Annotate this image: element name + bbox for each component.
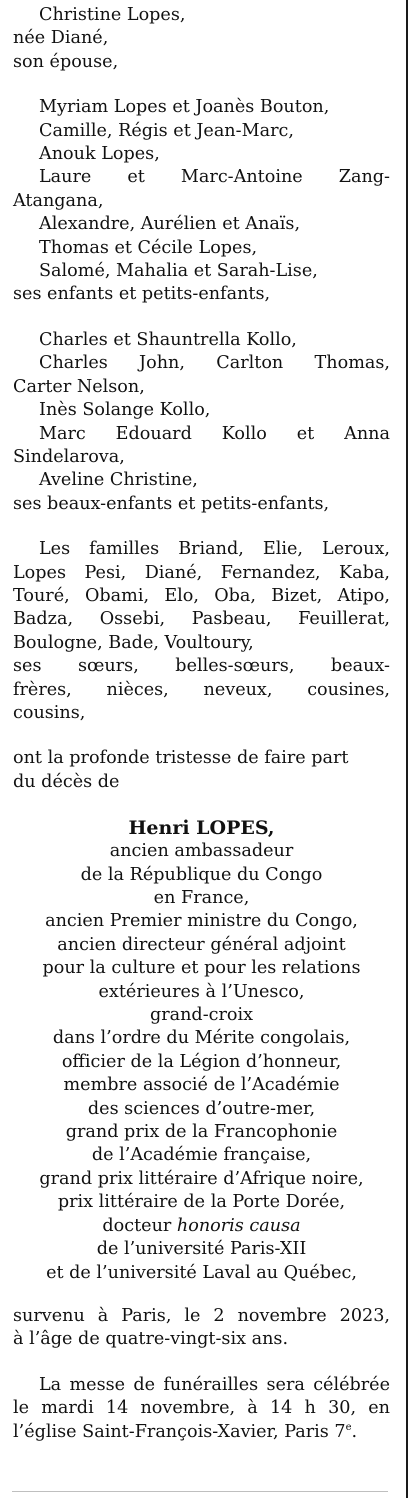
child-entry: Alexandre, Aurélien et Anaïs, [39, 214, 301, 235]
deceased-name: Henri LOPES, [128, 817, 275, 840]
stepchildren-block [13, 329, 390, 516]
death-block [13, 1305, 390, 1352]
deceased-title: extérieures à l’Unesco, [98, 981, 305, 1002]
deceased-title: grand-croix [149, 1005, 254, 1026]
death-line: survenu à Paris, le 2 novembre 2023, [13, 1305, 390, 1326]
deceased-title: membre associé de l’Académie [63, 1075, 340, 1096]
families-line: Badza, Ossebi, Pasbeau, Feuillerat, [13, 609, 390, 630]
funeral-block [13, 1374, 390, 1444]
deceased-title: grand prix littéraire d’Afrique noire, [39, 1168, 364, 1189]
bottom-rule [12, 1491, 388, 1492]
deceased-title: des sciences d’outre-mer, [87, 1098, 316, 1119]
families-line: Touré, Obami, Elo, Oba, Bizet, Atipo, [13, 585, 390, 606]
deceased-title: officier de la Légion d’honneur, [61, 1051, 342, 1072]
deceased-title: ancien Premier ministre du Congo, [45, 911, 358, 932]
announcement-line: ont la profonde tristesse de faire part [13, 748, 349, 769]
deceased-title: de l’université Paris-XII [96, 1239, 307, 1260]
families-relation-line: ses sœurs, belles-sœurs, beaux- [13, 656, 390, 677]
doctor-prefix: docteur [102, 1215, 177, 1236]
deceased-title: ancien ambassadeur [109, 841, 294, 862]
stepchildren-relation: ses beaux-enfants et petits-enfants, [13, 493, 330, 514]
child-entry: Camille, Régis et Jean-Marc, [39, 120, 294, 141]
deceased-title: de la République du Congo [80, 864, 323, 885]
stepchild-entry: Marc Edouard Kollo et Anna [39, 423, 390, 444]
families-line: Lopes Pesi, Diané, Fernandez, Kaba, [13, 562, 390, 583]
column-rule [406, 0, 408, 1498]
stepchild-entry: Aveline Christine, [39, 470, 198, 491]
deceased-title-doctor [13, 1215, 390, 1238]
stepchild-entry-cont: Carter Nelson, [13, 376, 145, 397]
children-block [13, 96, 390, 307]
funeral-paragraph [13, 1374, 390, 1444]
obituary-notice [13, 4, 390, 1466]
stepchild-entry: Inès Solange Kollo, [39, 400, 211, 421]
announcement-block [13, 747, 390, 794]
spouse-relation: son épouse, [13, 51, 119, 72]
announcement-line: du décès de [13, 771, 120, 792]
deceased-title: ancien directeur général adjoint [57, 934, 346, 955]
families-relation-line: cousins, [13, 702, 86, 723]
families-line: Boulogne, Bade, Voultoury, [13, 632, 254, 653]
deceased-title: prix littéraire de la Porte Dorée, [57, 1192, 346, 1213]
arrondissement-superscript: e [345, 1421, 352, 1433]
deceased-title: dans l’ordre du Mérite congolais, [52, 1028, 351, 1049]
child-entry: Myriam Lopes et Joanès Bouton, [39, 97, 330, 118]
children-relation: ses enfants et petits-enfants, [13, 284, 271, 305]
deceased-title: et de l’université Laval au Québec, [46, 1262, 357, 1283]
deceased-title: de l’Académie française, [91, 1145, 312, 1166]
spouse-maiden-name: née Diané, [13, 28, 109, 49]
death-line: à l’âge de quatre-vingt-six ans. [13, 1329, 289, 1350]
funeral-text: La messe de funérailles sera célébrée le mardi 14 novembre, à 14 h 30, en l’église Saint-François-Xavier, Paris 7 [13, 1374, 390, 1442]
stepchild-entry: Charles et Shauntrella Kollo, [39, 329, 297, 350]
families-block [13, 538, 390, 725]
spouse-name: Christine Lopes, [39, 5, 186, 25]
families-relation-line: frères, nièces, neveux, cousines, [13, 679, 390, 700]
child-entry: Anouk Lopes, [39, 144, 160, 165]
child-entry-zang-cont: Atangana, [13, 190, 104, 211]
deceased-title: en France, [153, 888, 250, 908]
deceased-title: grand prix de la Francophonie [65, 1122, 338, 1143]
deceased-title: pour la culture et pour les relations [42, 958, 361, 979]
deceased-block [13, 816, 390, 1285]
spouse-block [13, 4, 390, 74]
doctor-honoris-causa: honoris causa [176, 1215, 301, 1236]
child-entry: Salomé, Mahalia et Sarah-Lise, [39, 261, 318, 282]
child-entry: Thomas et Cécile Lopes, [39, 237, 258, 258]
stepchild-entry-cont: Sindelarova, [13, 446, 125, 467]
stepchild-entry: Charles John, Carlton Thomas, [39, 353, 390, 374]
families-line: Les familles Briand, Elie, Leroux, [39, 539, 390, 560]
child-entry-zang: Laure et Marc-Antoine Zang- [39, 167, 390, 188]
funeral-end: . [351, 1421, 358, 1442]
